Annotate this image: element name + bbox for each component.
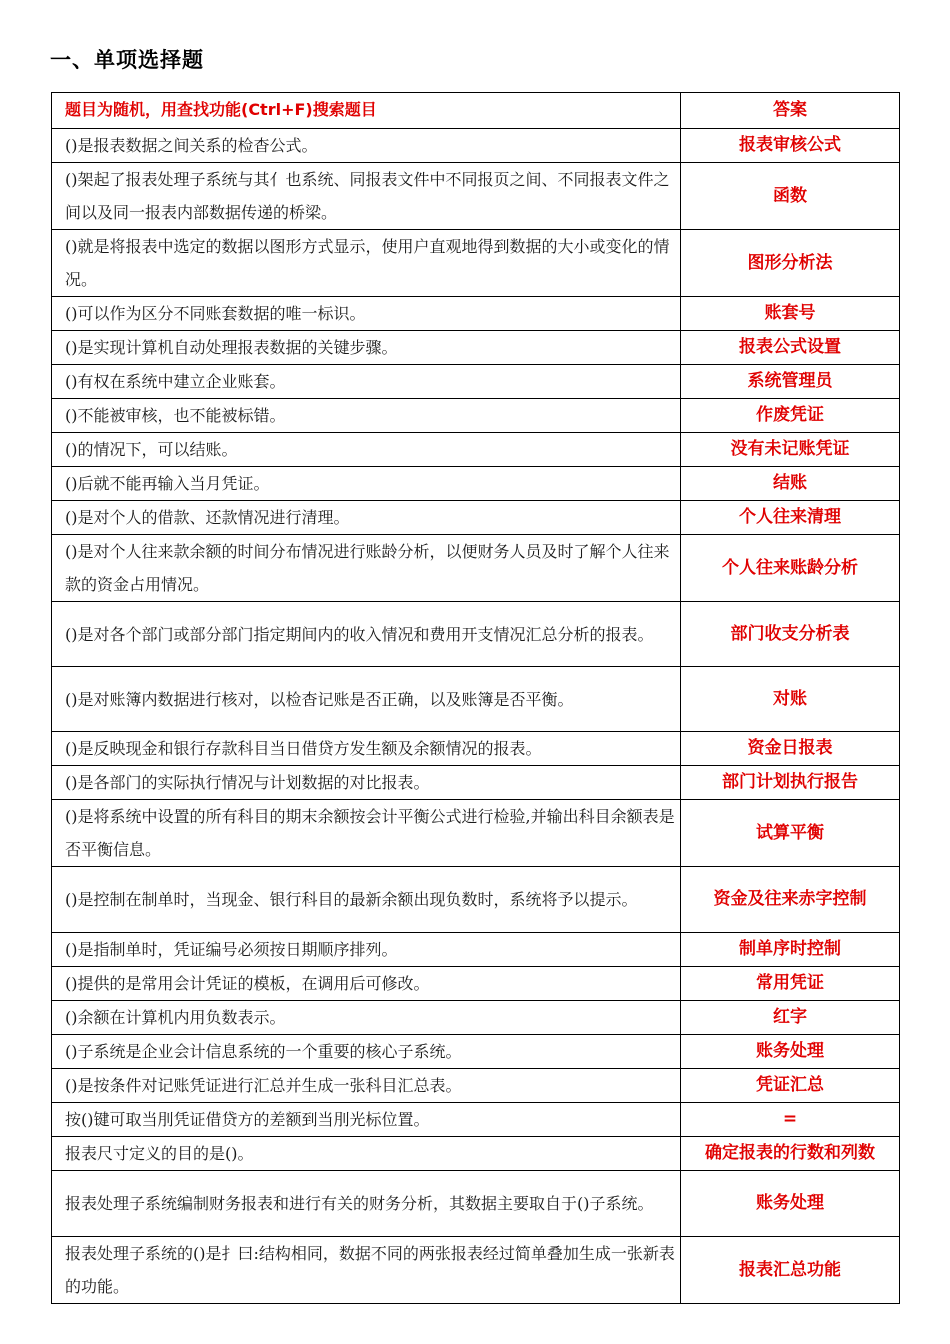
table-row	[52, 1237, 900, 1304]
table-row	[52, 602, 900, 667]
question-cell: ()是报表数据之间关系的检杳公式。	[52, 129, 681, 163]
answer-cell: 个人往来账龄分析	[681, 535, 900, 602]
table-row	[52, 1103, 900, 1137]
question-cell: 报表尺寸定义的目的是()。	[52, 1137, 681, 1171]
question-cell: ()是指制单时，凭证编号必须按日期顺序排列。	[52, 933, 681, 967]
question-cell: ()是控制在制单时，当现金、银行科目的最新余额出现负数时，系统将予以提示。	[52, 867, 681, 933]
table-row	[52, 967, 900, 1001]
table-header-row	[52, 93, 900, 129]
question-cell: ()子系统是企业会计信息系统的一个重要的核心子系统。	[52, 1035, 681, 1069]
section-title: 一、单项选择题	[50, 48, 204, 72]
table-row	[52, 732, 900, 766]
table-row	[52, 1137, 900, 1171]
table-row	[52, 535, 900, 602]
answer-cell: 个人往来清理	[681, 501, 900, 535]
answer-cell: 红字	[681, 1001, 900, 1035]
question-cell: 按()键可取当刖凭证借贷方的差额到当刖光标位置。	[52, 1103, 681, 1137]
answer-cell: 没有未记账凭证	[681, 433, 900, 467]
question-cell: ()是各部门的实际执行情况与计划数据的对比报表。	[52, 766, 681, 800]
table-row	[52, 766, 900, 800]
answer-cell: 部门计划执行报告	[681, 766, 900, 800]
answer-cell: 试算平衡	[681, 800, 900, 867]
answer-cell: 资金及往来赤字控制	[681, 867, 900, 933]
answer-cell: 确定报表的行数和列数	[681, 1137, 900, 1171]
answer-cell: =	[681, 1103, 900, 1137]
question-cell: ()可以作为区分不同账套数据的唯一标识。	[52, 297, 681, 331]
answer-cell: 凭证汇总	[681, 1069, 900, 1103]
table-row	[52, 1035, 900, 1069]
answer-cell: 部门收支分析表	[681, 602, 900, 667]
question-cell: ()架起了报表处理子系统与其亻也系统、同报表文件中不同报页之间、不同报表文件之间以及同一报表内部数据传递的桥梁。	[52, 163, 681, 230]
answer-cell: 对账	[681, 667, 900, 732]
question-cell: ()后就不能再输入当月凭证。	[52, 467, 681, 501]
question-cell: 报表处理子系统的()是扌曰:结构相同，数据不同的两张报表经过简单叠加生成一张新表的功能。	[52, 1237, 681, 1304]
question-cell: ()是对个人的借款、还款情况进行清理。	[52, 501, 681, 535]
question-cell: ()是对个人往来款余额的时间分布情况进行账龄分析，以便财务人员及时了解个人往来款的资金占用情况。	[52, 535, 681, 602]
table-row	[52, 433, 900, 467]
table-row	[52, 800, 900, 867]
table-row	[52, 399, 900, 433]
question-answer-table	[51, 92, 900, 1304]
table-row	[52, 867, 900, 933]
table-row	[52, 230, 900, 297]
answer-cell: 结账	[681, 467, 900, 501]
table-row	[52, 1069, 900, 1103]
question-cell: ()有权在系统中建立企业账套。	[52, 365, 681, 399]
answer-cell: 函数	[681, 163, 900, 230]
table-row	[52, 163, 900, 230]
question-cell: 报表处理子系统编制财务报表和进行有关的财务分析，其数据主要取自于()子系统。	[52, 1171, 681, 1237]
answer-cell: 账务处理	[681, 1171, 900, 1237]
table-row	[52, 331, 900, 365]
table-row	[52, 365, 900, 399]
question-cell: ()就是将报表中选定的数据以图形方式显示，使用户直观地得到数据的大小或变化的情况。	[52, 230, 681, 297]
table-row	[52, 297, 900, 331]
table-row	[52, 467, 900, 501]
question-cell: ()提供的是常用会计凭证的模板，在调用后可修改。	[52, 967, 681, 1001]
question-cell: ()余额在计算机内用负数表示。	[52, 1001, 681, 1035]
table-row	[52, 667, 900, 732]
header-question-cell: 题目为随机，用查找功能(Ctrl+F)搜索题目	[52, 93, 681, 129]
question-cell: ()是将系统中设置的所有科目的期末余额按会计平衡公式进行检验,并输出科目余额表是否平衡信息。	[52, 800, 681, 867]
answer-cell: 资金日报表	[681, 732, 900, 766]
header-answer-cell: 答案	[681, 93, 900, 129]
table-row	[52, 933, 900, 967]
answer-cell: 账套号	[681, 297, 900, 331]
answer-cell: 账务处理	[681, 1035, 900, 1069]
table-row	[52, 129, 900, 163]
answer-cell: 作废凭证	[681, 399, 900, 433]
question-cell: ()是对各个部门或部分部门指定期间内的收入情况和费用开支情况汇总分析的报表。	[52, 602, 681, 667]
answer-cell: 图形分析法	[681, 230, 900, 297]
question-cell: ()是反映现金和银行存款科目当日借贷方发生额及余额情况的报表。	[52, 732, 681, 766]
table-row	[52, 1001, 900, 1035]
answer-cell: 报表汇总功能	[681, 1237, 900, 1304]
answer-cell: 报表审核公式	[681, 129, 900, 163]
table-row	[52, 501, 900, 535]
answer-cell: 报表公式设置	[681, 331, 900, 365]
table-row	[52, 1171, 900, 1237]
answer-cell: 系统管理员	[681, 365, 900, 399]
question-cell: ()的情况下，可以结账。	[52, 433, 681, 467]
question-cell: ()是按条件对记账凭证进行汇总并生成一张科目汇总表。	[52, 1069, 681, 1103]
question-cell: ()不能被审核，也不能被标错。	[52, 399, 681, 433]
question-cell: ()是对账簿内数据进行核对，以检杳记账是否正确，以及账簿是否平衡。	[52, 667, 681, 732]
answer-cell: 制单序时控制	[681, 933, 900, 967]
question-cell: ()是实现计算机自动处理报表数据的关键步骤。	[52, 331, 681, 365]
answer-cell: 常用凭证	[681, 967, 900, 1001]
